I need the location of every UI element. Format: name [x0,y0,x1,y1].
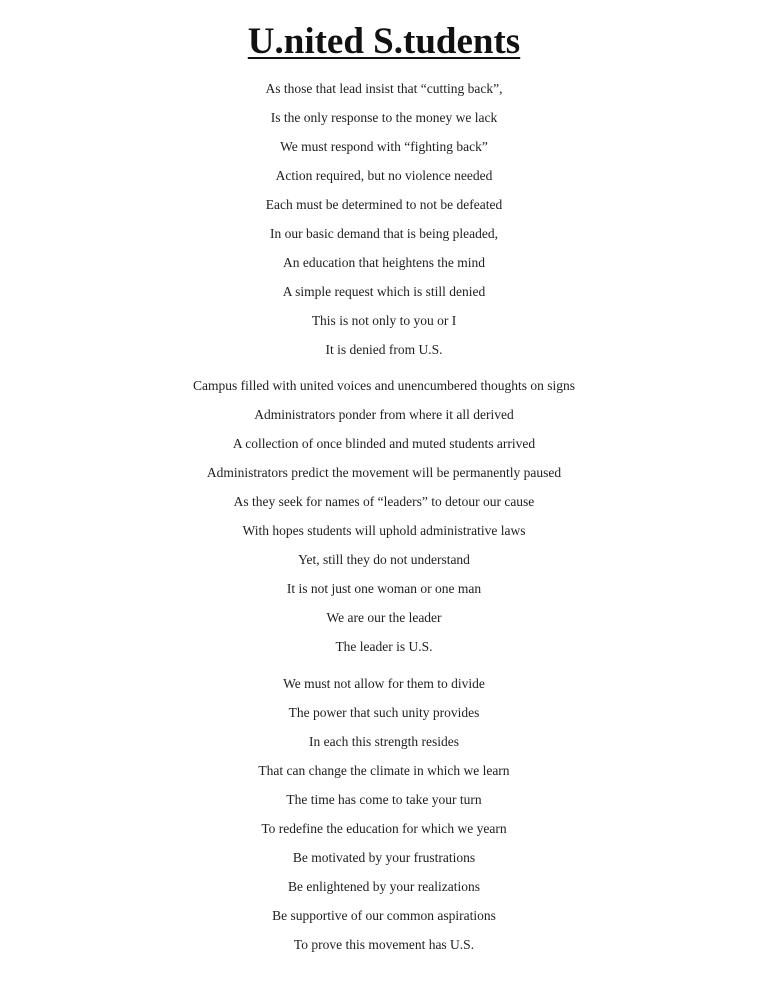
poem-line: Be motivated by your frustrations [292,850,476,865]
poem-line: The time has come to take your turn [286,792,482,807]
poem-line: Campus filled with united voices and unencumbered thoughts on signs [192,378,576,393]
poem-line: A collection of once blinded and muted students arrived [232,436,536,451]
poem-title: U.nited S.tudents [247,21,521,62]
poem-line: Each must be determined to not be defeated [265,197,503,212]
poem-line: To prove this movement has U.S. [293,937,475,952]
poem-line: It is not just one woman or one man [286,581,482,596]
stanza-2 [0,371,768,661]
poem-line: We must respond with “fighting back” [280,139,488,154]
poem-line: Be enlightened by your realizations [288,879,480,894]
poem-line: The power that such unity provides [288,705,480,720]
stanza-1 [0,74,768,364]
stanza-3 [0,669,768,959]
poem-line: This is not only to you or I [311,313,457,328]
poem-line: Is the only response to the money we lack [270,110,498,125]
poem-line: As they seek for names of “leaders” to detour our cause [233,494,535,509]
poem-line: An education that heightens the mind [282,255,486,270]
poem-line: Be supportive of our common aspirations [272,908,496,923]
poem-line: With hopes students will uphold administrative laws [242,523,526,538]
poem-line: A simple request which is still denied [282,284,486,299]
poem-line: To redefine the education for which we yearn [261,821,507,836]
poem-line: The leader is U.S. [335,639,433,654]
poem-line: In each this strength resides [309,734,459,749]
poem-line: As those that lead insist that “cutting back”, [265,81,503,96]
poem-line: That can change the climate in which we learn [258,763,510,778]
poem-line: Administrators predict the movement will be permanently paused [206,465,562,480]
poem-line: It is denied from U.S. [325,342,443,357]
poem-line: Action required, but no violence needed [275,168,493,183]
poem-line: Yet, still they do not understand [298,552,470,567]
poem-line: We must not allow for them to divide [283,676,485,691]
poem-line: Administrators ponder from where it all derived [254,407,514,422]
poem-line: In our basic demand that is being pleaded, [270,226,498,241]
poem-line: We are our the leader [326,610,442,625]
